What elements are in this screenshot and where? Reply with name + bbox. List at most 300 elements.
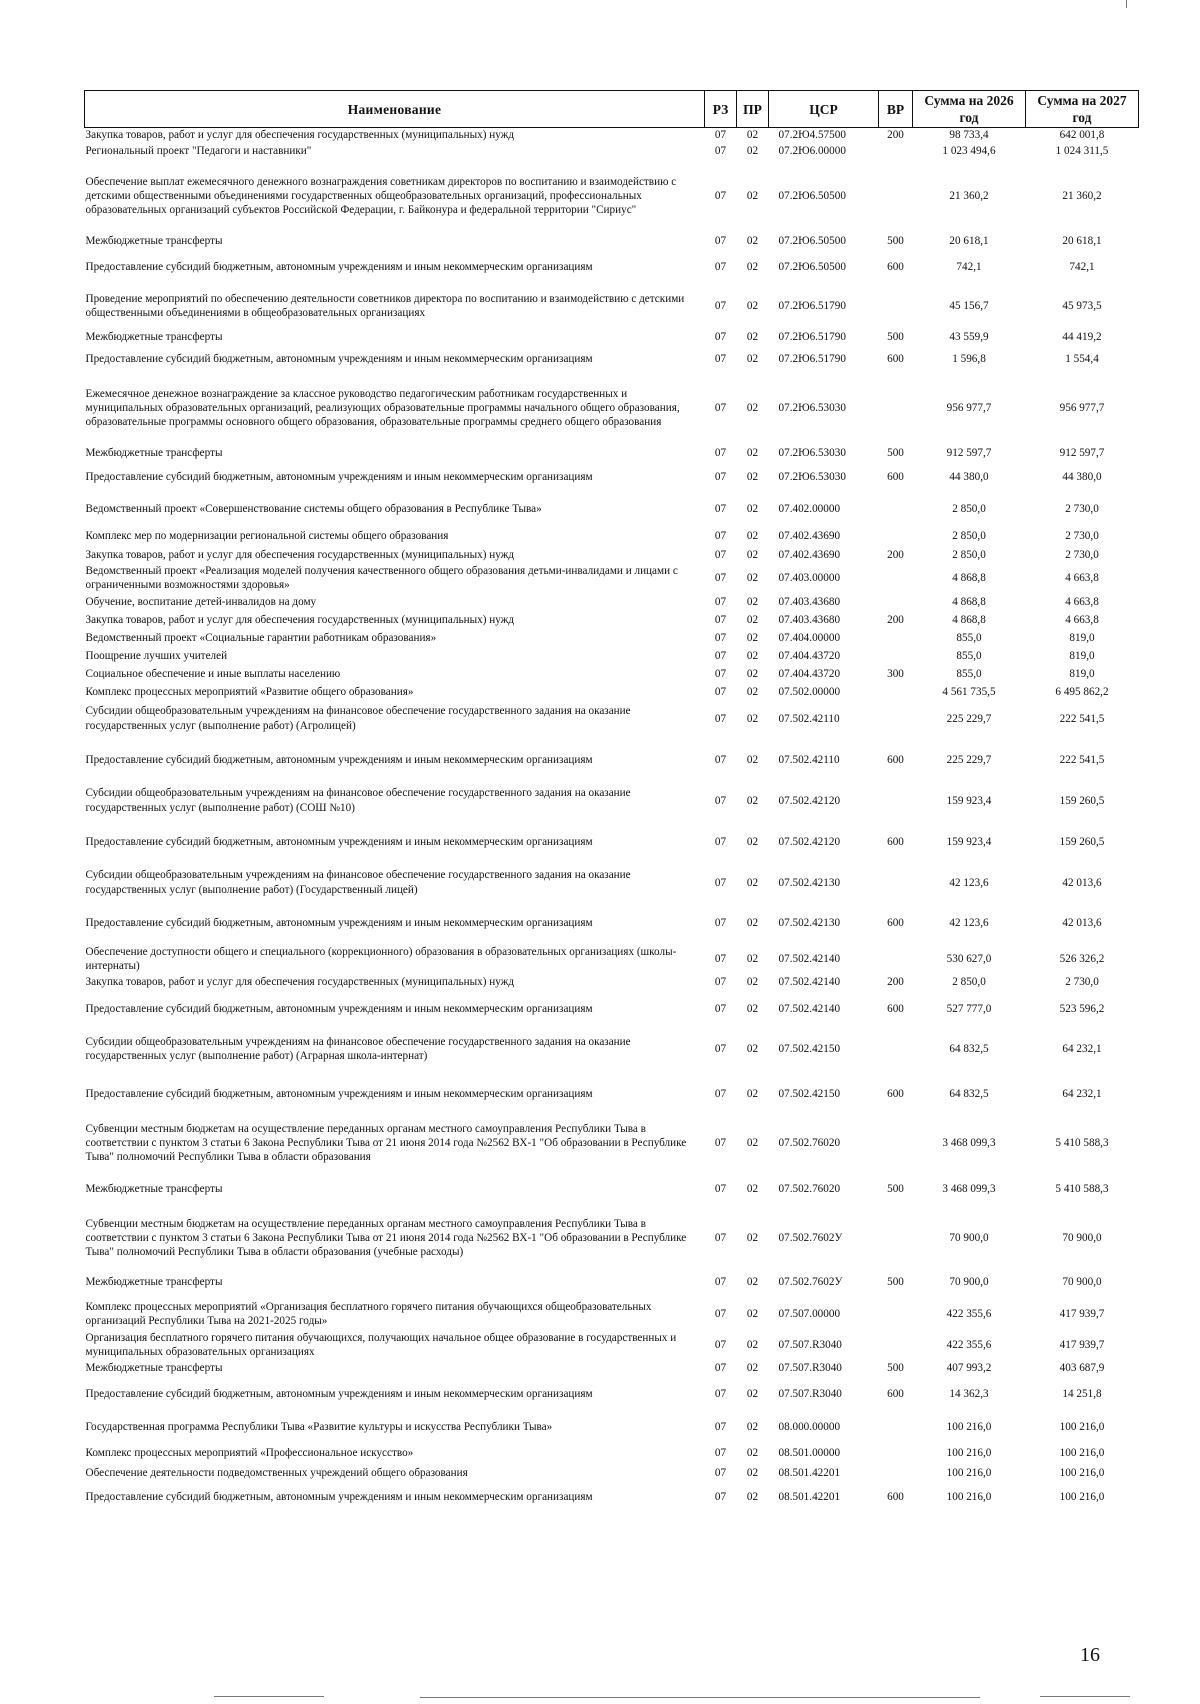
cell-csr: 07.2Ю6.51790: [778, 300, 846, 313]
cell-s1: 225 229,7: [946, 753, 992, 766]
table-row: [85, 1443, 1139, 1463]
cell-s1: 45 156,7: [949, 300, 989, 313]
cell-pr: 02: [746, 1339, 759, 1352]
cell-s2: 5 410 588,3: [1055, 1182, 1109, 1195]
page-number: 16: [1080, 1644, 1100, 1666]
cell-s2: 417 939,7: [1059, 1307, 1105, 1320]
cell-rz: 07: [714, 667, 727, 680]
cell-name: Обеспечение доступности общего и специального (коррекционного) образования в образовательных организациях (школы-интернаты): [85, 945, 677, 972]
cell-vr: 200: [887, 549, 904, 562]
cell-s2: 4 663,8: [1065, 613, 1099, 626]
cell-rz: 07: [714, 1087, 727, 1100]
cell-csr: 07.2Ю6.51790: [778, 353, 846, 366]
cell-csr: 08.501.42201: [778, 1491, 841, 1504]
cell-name: Закупка товаров, работ и услуг для обеспечения государственных (муниципальных) нужд: [85, 128, 705, 143]
header-csr: ЦСР: [769, 91, 879, 128]
cell-vr: [879, 945, 913, 973]
table-row: [85, 901, 1139, 945]
cell-s1: 4 561 735,5: [942, 685, 996, 698]
cell-pr: 02: [746, 916, 759, 929]
header-sum-2026: Сумма на 2026 год: [913, 91, 1026, 128]
cell-vr: 600: [887, 353, 904, 366]
cell-s1: 1 023 494,6: [942, 145, 996, 158]
cell-s2: 819,0: [1069, 649, 1095, 662]
cell-s2: 222 541,5: [1059, 712, 1105, 725]
cell-vr: 600: [887, 261, 904, 274]
table-row: [85, 991, 1139, 1027]
cell-s1: 100 216,0: [946, 1421, 992, 1434]
cell-vr: [879, 492, 913, 526]
cell-pr: 02: [746, 235, 759, 248]
cell-s2: 2 730,0: [1065, 549, 1099, 562]
table-row: [85, 819, 1139, 865]
cell-pr: 02: [746, 1136, 759, 1149]
table-row: [85, 701, 1139, 737]
cell-s2: 159 260,5: [1059, 794, 1105, 807]
table-row: [85, 1331, 1139, 1359]
cell-csr: 07.507.00000: [778, 1307, 841, 1320]
table-row: [85, 783, 1139, 819]
cell-s1: 956 977,7: [946, 402, 992, 415]
cell-s1: 100 216,0: [946, 1467, 992, 1480]
cell-rz: 07: [714, 1362, 727, 1375]
cell-s2: 70 900,0: [1062, 1231, 1102, 1244]
table-row: [85, 683, 1139, 701]
cell-csr: 08.501.42201: [778, 1467, 841, 1480]
table-row: [85, 372, 1139, 444]
cell-s1: 855,0: [956, 649, 982, 662]
cell-pr: 02: [746, 649, 759, 662]
cell-name: Проведение мероприятий по обеспечению деятельности советников директора по воспитанию и взаимодействию с детскими общественными объединениями в общеобразовательных организациях: [85, 293, 685, 320]
cell-pr: 02: [746, 331, 759, 344]
cell-pr: 02: [746, 1307, 759, 1320]
cell-pr: 02: [746, 1421, 759, 1434]
cell-s2: 2 730,0: [1065, 530, 1099, 543]
table-row: [85, 346, 1139, 372]
cell-s2: 403 687,9: [1059, 1362, 1105, 1375]
table-row: [85, 973, 1139, 991]
table-row: [85, 232, 1139, 250]
cell-pr: 02: [746, 1467, 759, 1480]
table-row: [85, 865, 1139, 901]
table-row: [85, 737, 1139, 783]
cell-name: Региональный проект "Педагоги и наставники": [85, 145, 312, 158]
cell-s1: 527 777,0: [946, 1002, 992, 1015]
table-row: [85, 647, 1139, 665]
cell-csr: 07.402.43690: [778, 549, 841, 562]
cell-vr: 600: [887, 1087, 904, 1100]
cell-csr: 07.502.42140: [778, 1002, 841, 1015]
cell-pr: 02: [746, 1388, 759, 1401]
cell-s2: 742,1: [1069, 261, 1095, 274]
table-row: [85, 629, 1139, 647]
table-row: [85, 1027, 1139, 1071]
table-body: [85, 128, 1139, 1512]
cell-pr: 02: [746, 530, 759, 543]
table-row: [85, 945, 1139, 973]
cell-csr: 07.502.7602У: [778, 1275, 843, 1288]
cell-name: Субсидии общеобразовательным учреждениям на финансовое обеспечение государственного задания на оказание государственных услуг (выполнение работ) (Государственный лицей): [85, 869, 631, 896]
cell-csr: 08.000.00000: [778, 1421, 841, 1434]
table-row: [85, 1071, 1139, 1117]
cell-s2: 100 216,0: [1059, 1447, 1105, 1460]
cell-vr: 600: [887, 471, 904, 484]
cell-pr: 02: [746, 1275, 759, 1288]
cell-name: Предоставление субсидий бюджетным, автономным учреждениям и иным некоммерческим организациям: [85, 1388, 593, 1401]
cell-vr: [879, 1331, 913, 1359]
cell-vr: [879, 142, 913, 160]
cell-name: Закупка товаров, работ и услуг для обеспечения государственных (муниципальных) нужд: [85, 975, 515, 988]
cell-pr: 02: [746, 595, 759, 608]
cell-rz: 07: [714, 916, 727, 929]
scan-edge-line: [420, 1697, 980, 1698]
cell-s1: 2 850,0: [952, 503, 986, 516]
cell-vr: [879, 647, 913, 665]
cell-rz: 07: [714, 1339, 727, 1352]
cell-csr: 07.2Ю6.53030: [778, 402, 846, 415]
cell-s1: 3 468 099,3: [942, 1182, 996, 1195]
cell-rz: 07: [714, 1421, 727, 1434]
cell-s2: 4 663,8: [1065, 595, 1099, 608]
cell-rz: 07: [714, 685, 727, 698]
cell-s2: 20 618,1: [1062, 235, 1102, 248]
cell-rz: 07: [714, 1467, 727, 1480]
cell-vr: [879, 1411, 913, 1443]
cell-csr: 07.507.R3040: [778, 1388, 842, 1401]
cell-s2: 1 554,4: [1065, 353, 1099, 366]
cell-vr: 500: [887, 447, 904, 460]
cell-vr: 200: [887, 613, 904, 626]
cell-rz: 07: [714, 572, 727, 585]
cell-name: Межбюджетные трансферты: [85, 447, 223, 460]
cell-rz: 07: [714, 190, 727, 203]
cell-rz: 07: [714, 1042, 727, 1055]
cell-vr: [879, 865, 913, 901]
cell-rz: 07: [714, 876, 727, 889]
cell-pr: 02: [746, 1087, 759, 1100]
cell-s1: 14 362,3: [949, 1388, 989, 1401]
cell-s1: 100 216,0: [946, 1447, 992, 1460]
cell-s1: 98 733,4: [913, 128, 1026, 143]
cell-s2: 912 597,7: [1059, 447, 1105, 460]
cell-name: Ведомственный проект «Совершенствование системы общего образования в Республике Тыва»: [85, 503, 542, 516]
cell-s1: 70 900,0: [949, 1275, 989, 1288]
cell-s2: 64 232,1: [1062, 1087, 1102, 1100]
cell-name: Предоставление субсидий бюджетным, автономным учреждениям и иным некоммерческим организациям: [85, 261, 593, 274]
cell-csr: 07.507.R3040: [778, 1362, 842, 1375]
table-row: [85, 142, 1139, 160]
cell-csr: 08.501.00000: [778, 1447, 841, 1460]
cell-name: Субсидии общеобразовательным учреждениям на финансовое обеспечение государственного задания на оказание государственных услуг (выполнение работ) (СОШ №10): [85, 787, 631, 814]
cell-pr: 02: [746, 975, 759, 988]
cell-csr: 07.403.00000: [778, 572, 841, 585]
cell-rz: 07: [714, 300, 727, 313]
table-row: [85, 526, 1139, 546]
cell-vr: 500: [887, 1182, 904, 1195]
table-row: [85, 665, 1139, 683]
cell-name: Субвенции местным бюджетам на осуществление переданных органам местного самоуправления Республики Тыва в соответствии с пунктом 3 статьи 6 Закона Республики Тыва от 21 июня 2014 года №2562 ВХ-1 "Об образовании в Республике Тыва" полномочий Республики Тыва в области образования: [85, 1122, 687, 1164]
cell-vr: 500: [887, 331, 904, 344]
table-row: [85, 611, 1139, 629]
cell-vr: 500: [887, 1275, 904, 1288]
cell-csr: 07.404.43720: [778, 649, 841, 662]
cell-s2: 2 730,0: [1065, 503, 1099, 516]
table-row: [85, 593, 1139, 611]
cell-rz: 07: [714, 549, 727, 562]
cell-s1: 407 993,2: [946, 1362, 992, 1375]
cell-pr: 02: [746, 402, 759, 415]
table-row: [85, 328, 1139, 346]
cell-s2: 523 596,2: [1059, 1002, 1105, 1015]
cell-pr: 02: [746, 549, 759, 562]
cell-csr: 07.502.42150: [778, 1042, 841, 1055]
cell-s1: 42 123,6: [949, 916, 989, 929]
cell-s1: 4 868,8: [952, 572, 986, 585]
cell-name: Предоставление субсидий бюджетным, автономным учреждениям и иным некоммерческим организациям: [85, 753, 593, 766]
cell-vr: [879, 1117, 913, 1169]
cell-csr: 07.502.76020: [778, 1136, 841, 1149]
cell-name: Ежемесячное денежное вознаграждение за классное руководство педагогическим работникам государственных и муниципальных образовательных организаций, реализующих образовательные программы начального общего образования, образовательные программы основного общего образования, образовательные программы среднего общего образования: [85, 387, 680, 429]
cell-s2: 44 380,0: [1062, 471, 1102, 484]
cell-s2: 45 973,5: [1062, 300, 1102, 313]
cell-vr: 600: [887, 1491, 904, 1504]
table-row: [85, 546, 1139, 564]
cell-s2: 100 216,0: [1059, 1491, 1105, 1504]
cell-name: Межбюджетные трансферты: [85, 1362, 223, 1375]
table-row: [85, 1297, 1139, 1331]
table-row: [85, 444, 1139, 462]
cell-rz: 07: [714, 595, 727, 608]
cell-name: Предоставление субсидий бюджетным, автономным учреждениям и иным некоммерческим организациям: [85, 1491, 593, 1504]
cell-pr: 02: [746, 1182, 759, 1195]
cell-vr: [879, 1027, 913, 1071]
cell-rz: 07: [714, 1307, 727, 1320]
cell-vr: [879, 1297, 913, 1331]
cell-pr: 02: [746, 667, 759, 680]
cell-rz: 07: [714, 235, 727, 248]
cell-s1: 64 832,5: [949, 1087, 989, 1100]
cell-vr: [879, 564, 913, 592]
cell-csr: 07.403.43680: [778, 613, 841, 626]
table-row: [85, 1117, 1139, 1169]
cell-rz: 07: [714, 1447, 727, 1460]
cell-s1: 64 832,5: [949, 1042, 989, 1055]
cell-s1: 21 360,2: [949, 190, 989, 203]
cell-s2: 2 730,0: [1065, 975, 1099, 988]
cell-rz: 07: [714, 631, 727, 644]
cell-rz: 07: [714, 794, 727, 807]
cell-pr: 02: [746, 794, 759, 807]
cell-rz: 07: [714, 145, 727, 158]
cell-pr: 02: [746, 471, 759, 484]
cell-name: Комплекс процессных мероприятий «Развитие общего образования»: [85, 685, 414, 698]
cell-name: Поощрение лучших учителей: [85, 649, 228, 662]
header-sum-2027: Сумма на 2027 год: [1026, 91, 1139, 128]
cell-name: Межбюджетные трансферты: [85, 331, 223, 344]
cell-pr: 02: [746, 261, 759, 274]
cell-csr: 07.2Ю6.50500: [778, 235, 846, 248]
cell-pr: 02: [746, 1362, 759, 1375]
cell-csr: 07.2Ю6.50500: [778, 261, 846, 274]
cell-s1: 20 618,1: [949, 235, 989, 248]
cell-vr: 500: [887, 235, 904, 248]
table-row: [85, 1411, 1139, 1443]
cell-csr: 07.502.76020: [778, 1182, 841, 1195]
cell-rz: 07: [714, 613, 727, 626]
scan-edge-line: [214, 1696, 324, 1697]
cell-s2: 21 360,2: [1062, 190, 1102, 203]
cell-pr: 02: [746, 300, 759, 313]
cell-vr: [879, 1463, 913, 1483]
table-row: [85, 250, 1139, 284]
cell-s2: 417 939,7: [1059, 1339, 1105, 1352]
cell-s1: 42 123,6: [949, 876, 989, 889]
table-row: [85, 160, 1139, 232]
cell-s2: 819,0: [1069, 631, 1095, 644]
cell-csr: 07.502.42130: [778, 876, 841, 889]
cell-s2: 6 495 862,2: [1055, 685, 1109, 698]
cell-rz: 07: [714, 471, 727, 484]
cell-s1: 2 850,0: [952, 549, 986, 562]
cell-name: Комплекс процессных мероприятий «Профессиональное искусство»: [85, 1447, 414, 1460]
cell-rz: 07: [705, 128, 737, 143]
cell-csr: 07.404.43720: [778, 667, 841, 680]
cell-name: Субсидии общеобразовательным учреждениям на финансовое обеспечение государственного задания на оказание государственных услуг (выполнение работ) (Агролицей): [85, 705, 631, 732]
cell-name: Закупка товаров, работ и услуг для обеспечения государственных (муниципальных) нужд: [85, 613, 515, 626]
cell-s1: 4 868,8: [952, 595, 986, 608]
cell-rz: 07: [714, 1136, 727, 1149]
cell-rz: 07: [714, 530, 727, 543]
cell-name: Субвенции местным бюджетам на осуществление переданных органам местного самоуправления Республики Тыва в соответствии с пунктом 3 статьи 6 Закона Республики Тыва от 21 июня 2014 года №2562 ВХ-1 "Об образовании в Республике Тыва" полномочий Республики Тыва в области образования (учебные расходы): [85, 1217, 687, 1259]
cell-s1: 2 850,0: [952, 530, 986, 543]
cell-csr: 07.2Ю6.53030: [778, 471, 846, 484]
table-row: [85, 128, 1139, 143]
cell-csr: 07.502.42110: [778, 753, 840, 766]
cell-name: Комплекс мер по модернизации региональной системы общего образования: [85, 530, 449, 543]
table-header: [85, 91, 1139, 128]
cell-s2: 5 410 588,3: [1055, 1136, 1109, 1149]
cell-rz: 07: [714, 402, 727, 415]
cell-s1: 742,1: [956, 261, 982, 274]
cell-name: Межбюджетные трансферты: [85, 1182, 223, 1195]
cell-s1: 100 216,0: [946, 1491, 992, 1504]
cell-s2: 222 541,5: [1059, 753, 1105, 766]
cell-s1: 70 900,0: [949, 1231, 989, 1244]
cell-s2: 956 977,7: [1059, 402, 1105, 415]
cell-name: Комплекс процессных мероприятий «Организация бесплатного горячего питания обучающихся общеобразовательных организаций Республики Тыва на 2021-2025 годы»: [85, 1300, 652, 1328]
cell-s2: 819,0: [1069, 667, 1095, 680]
cell-rz: 07: [714, 952, 727, 965]
cell-rz: 07: [714, 1388, 727, 1401]
cell-pr: 02: [737, 128, 769, 143]
cell-csr: 07.507.R3040: [778, 1339, 842, 1352]
cell-pr: 02: [746, 145, 759, 158]
cell-s1: 912 597,7: [946, 447, 992, 460]
cell-s2: 526 326,2: [1059, 952, 1105, 965]
cell-csr: 07.502.42110: [778, 712, 840, 725]
cell-csr: 07.2Ю6.53030: [778, 447, 846, 460]
cell-vr: [879, 593, 913, 611]
cell-name: Социальное обеспечение и иные выплаты населению: [85, 667, 341, 680]
cell-s2: 44 419,2: [1062, 331, 1102, 344]
cell-pr: 02: [746, 572, 759, 585]
cell-name: Предоставление субсидий бюджетным, автономным учреждениям и иным некоммерческим организациям: [85, 916, 593, 929]
cell-pr: 02: [746, 1447, 759, 1460]
cell-name: Предоставление субсидий бюджетным, автономным учреждениям и иным некоммерческим организациям: [85, 1087, 593, 1100]
cell-vr: 500: [887, 1362, 904, 1375]
cell-s2: 159 260,5: [1059, 835, 1105, 848]
cell-rz: 07: [714, 447, 727, 460]
table-row: [85, 462, 1139, 492]
scan-mark: [1126, 0, 1127, 8]
cell-s1: 855,0: [956, 631, 982, 644]
cell-csr: 07.2Ю6.50500: [778, 190, 846, 203]
cell-name: Закупка товаров, работ и услуг для обеспечения государственных (муниципальных) нужд: [85, 549, 515, 562]
cell-s1: 4 868,8: [952, 613, 986, 626]
cell-s2: 642 001,8: [1026, 128, 1139, 143]
cell-rz: 07: [714, 1002, 727, 1015]
cell-name: Предоставление субсидий бюджетным, автономным учреждениям и иным некоммерческим организациям: [85, 1002, 593, 1015]
cell-s1: 159 923,4: [946, 794, 992, 807]
cell-s2: 42 013,6: [1062, 876, 1102, 889]
cell-vr: [879, 284, 913, 328]
cell-csr: 07.502.42140: [778, 975, 841, 988]
cell-pr: 02: [746, 1231, 759, 1244]
cell-rz: 07: [714, 1275, 727, 1288]
cell-s1: 225 229,7: [946, 712, 992, 725]
cell-vr: 200: [879, 128, 913, 143]
cell-vr: [879, 701, 913, 737]
cell-s1: 159 923,4: [946, 835, 992, 848]
cell-pr: 02: [746, 753, 759, 766]
cell-pr: 02: [746, 835, 759, 848]
cell-csr: 07.502.42120: [778, 794, 841, 807]
cell-rz: 07: [714, 1491, 727, 1504]
cell-s2: 14 251,8: [1062, 1388, 1102, 1401]
cell-s1: 3 468 099,3: [942, 1136, 996, 1149]
cell-vr: 200: [887, 975, 904, 988]
cell-vr: [879, 372, 913, 444]
cell-vr: 300: [887, 667, 904, 680]
cell-s1: 43 559,9: [949, 331, 989, 344]
scan-edge-line: [1040, 1696, 1130, 1697]
table-row: [85, 1267, 1139, 1297]
cell-rz: 07: [714, 261, 727, 274]
cell-csr: 07.403.43680: [778, 595, 841, 608]
cell-vr: [879, 683, 913, 701]
cell-csr: 07.402.43690: [778, 530, 841, 543]
cell-s1: 2 850,0: [952, 975, 986, 988]
cell-csr: 07.2Ю6.51790: [778, 331, 846, 344]
cell-vr: [879, 526, 913, 546]
cell-vr: 600: [887, 1388, 904, 1401]
cell-pr: 02: [746, 1002, 759, 1015]
cell-s1: 422 355,6: [946, 1307, 992, 1320]
cell-vr: 600: [887, 1002, 904, 1015]
cell-pr: 02: [746, 1042, 759, 1055]
cell-name: Обучение, воспитание детей-инвалидов на дому: [85, 595, 317, 608]
cell-s2: 4 663,8: [1065, 572, 1099, 585]
cell-name: Государственная программа Республики Тыва «Развитие культуры и искусства Республики Тыва»: [85, 1421, 553, 1434]
cell-s1: 1 596,8: [952, 353, 986, 366]
table-row: [85, 1209, 1139, 1267]
cell-vr: [879, 1209, 913, 1267]
cell-name: Ведомственный проект «Реализация моделей получения качественного общего образования детьми-инвалидами и лицами с ограниченными возможностями здоровья»: [85, 565, 678, 592]
cell-csr: 07.402.00000: [778, 503, 841, 516]
cell-name: Предоставление субсидий бюджетным, автономным учреждениям и иным некоммерческим организациям: [85, 471, 593, 484]
cell-pr: 02: [746, 613, 759, 626]
cell-name: Ведомственный проект «Социальные гарантии работникам образования»: [85, 631, 437, 644]
